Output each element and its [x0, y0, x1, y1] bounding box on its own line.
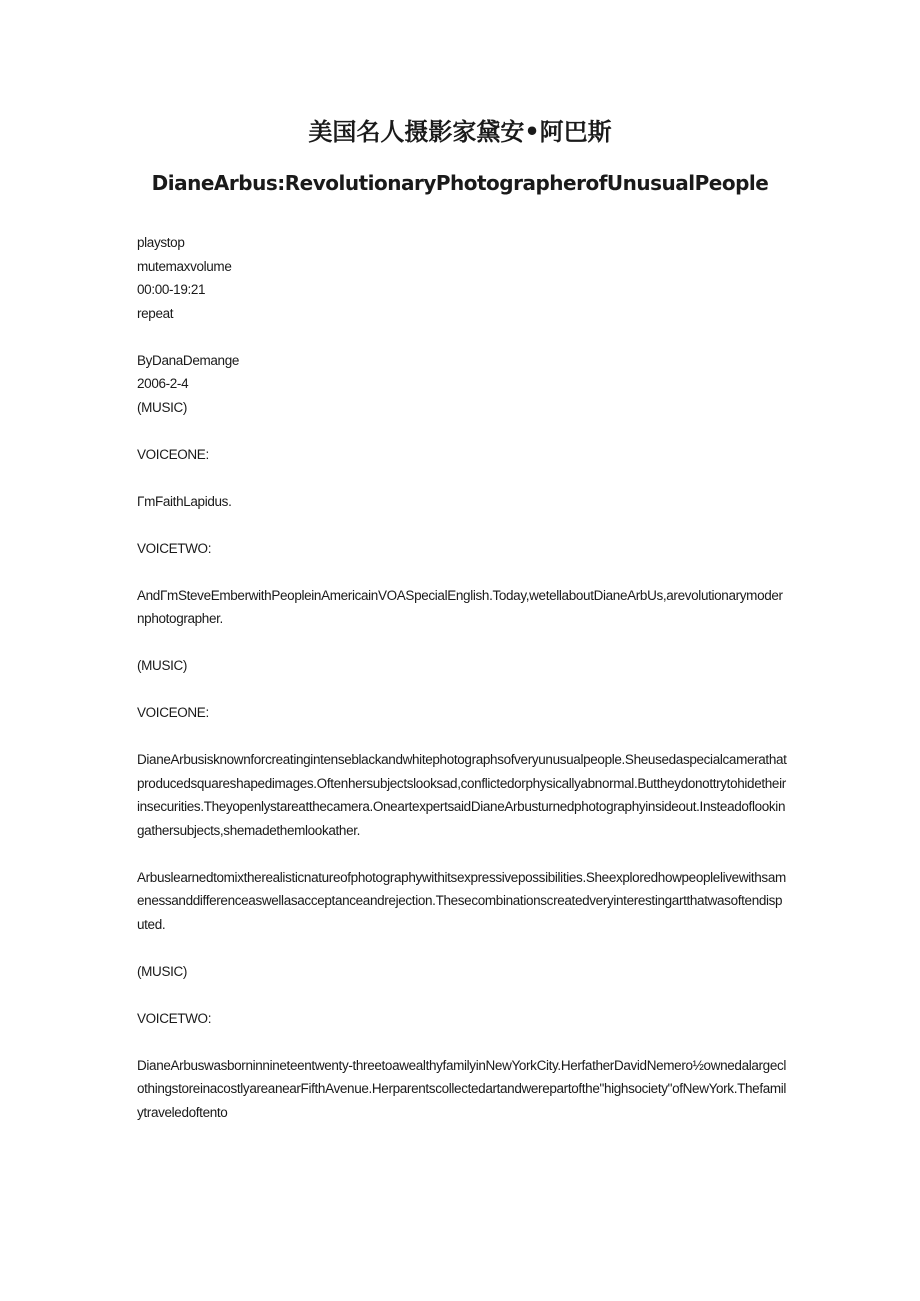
publish-date: 2006-2-4 [137, 376, 189, 391]
paragraph-music-1: (MUSIC) [137, 399, 188, 415]
paragraph-arbus-known: DianeArbusisknownforcreatingintenseblackandwhitephotographsofveryunusualpeople.Sheusedaspecialcamerathatproducedsquareshapedimages.Oftenhersubjectslooksad,conflictedorphysicallyabnormal.Buttheydonottrytohidetheirinsecurities.Theyopenlystareatthecamera.OneartexpertsaidDianeArbusturnedphotographyinsideout.Insteadoflookingathersubjects,shemadethemlookather. [137, 752, 787, 838]
paragraph-music-3: (MUSIC) [137, 963, 188, 979]
title-english: DianeArbus:RevolutionaryPhotographerofUnusualPeople [151, 171, 769, 195]
title-chinese: 美国名人摄影家黛安•阿巴斯 [308, 117, 612, 146]
player-controls-volume: mutemaxvolume [137, 258, 232, 274]
blank-line [137, 325, 787, 349]
player-repeat: repeat [137, 305, 174, 321]
paragraph-arbus-born: DianeArbuswasborninnineteentwenty-threetoawealthyfamilyinNewYorkCity.HerfatherDavidNemero½ownedalargeclothingstoreinacostlyareanearFifthAvenue.Herparentscollectedartandwerepartofthe"highsociety"ofNewYork.Thefamilytraveledoftento [137, 1057, 787, 1120]
paragraph-voice-one-1: VOICEONE: [137, 446, 209, 462]
paragraph-music-2: (MUSIC) [137, 658, 188, 673]
document-body [137, 231, 787, 1124]
paragraph-voice-two-1: VOICETWO: [137, 540, 212, 556]
paragraph-arbus-learned: Arbuslearnedtomixtherealisticnatureofphotographywithitsexpressivepossibilities.Sheexploredhowpeoplelivewithsamenessanddifferenceaswellasacceptanceandrejection.Thesecombinationscreatedveryinterestingartthatwasoftendisputed. [137, 869, 786, 932]
player-controls-play-stop: playstop [137, 235, 185, 250]
paragraph-voice-one-2: VOICEONE: [137, 705, 209, 720]
player-time: 00:00-19:21 [137, 282, 206, 297]
byline: ByDanaDemange [137, 352, 240, 368]
paragraph-intro-steve: AndΓmSteveEmberwithPeopleinAmericainVOASpecialEnglish.Today,wetellaboutDianeArbUs,arevolutionarymodernphotographer. [137, 587, 783, 626]
paragraph-intro-faith: ΓmFaithLapidus. [137, 493, 232, 509]
paragraph-voice-two-2: VOICETWO: [137, 1010, 212, 1026]
